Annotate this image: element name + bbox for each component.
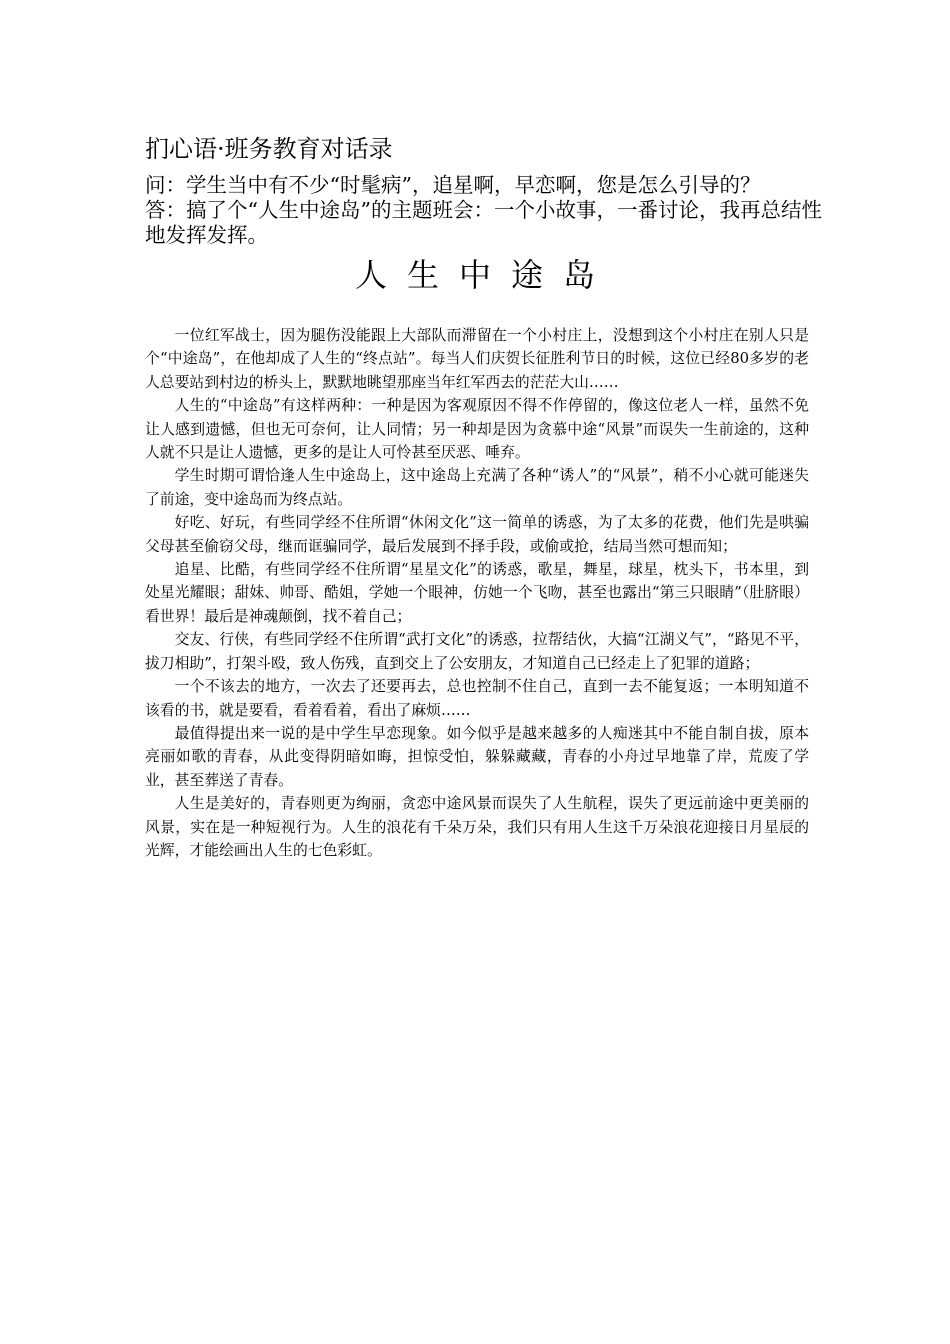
paragraph: 人生的“中途岛”有这样两种：一种是因为客观原因不得不作停留的，像这位老人一样，虽然不免让人感到遗憾，但也无可奈何，让人同情；另一种却是因为贪慕中途“风景”而误失一生前途的，这种人就不只是让人遗憾，更多的是让人可怜甚至厌恶、唾弃。 <box>145 397 809 462</box>
article-title: 人生中途岛 <box>354 256 615 294</box>
paragraph: 学生时期可谓恰逢人生中途岛上，这中途岛上充满了各种“诱人”的“风景”，稍不小心就可能迷失了前途，变中途岛而为终点站。 <box>145 467 809 508</box>
paragraph: 人生是美好的，青春则更为绚丽，贪恋中途风景而误失了人生航程，误失了更远前途中更美丽的风景，实在是一种短视行为。人生的浪花有千朵万朵，我们只有用人生这千万朵浪花迎接日月星辰的光辉，才能绘画出人生的七色彩虹。 <box>145 795 809 859</box>
paragraph: 好吃、好玩，有些同学经不住所谓“休闲文化”这一简单的诱惑，为了太多的花费，他们先是哄骗父母甚至偷窃父母，继而诓骗同学，最后发展到不择手段，或偷或抢，结局当然可想而知； <box>145 514 809 555</box>
paragraph: 交友、行侠，有些同学经不住所谓“武打文化”的诱惑，拉帮结伙，大搞“江湖义气”，“路见不平，拔刀相助”，打架斗殴，致人伤残，直到交上了公安朋友，才知道自己已经走上了犯罪的道路； <box>145 631 809 672</box>
column-title: 扪心语·班务教育对话录 <box>145 135 393 163</box>
paragraph: 最值得提出来一说的是中学生早恋现象。如今似乎是越来越多的人痴迷其中不能自制自拔，原本亮丽如歌的青春，从此变得阴暗如晦，担惊受怕，躲躲藏藏，青春的小舟过早地靠了岸，荒废了学业，甚至葬送了青春。 <box>145 724 809 789</box>
dialogue-header <box>145 133 825 248</box>
article-body <box>145 324 809 862</box>
question-text: 问：学生当中有不少“时髦病”，追星啊，早恋啊，您是怎么引导的？ <box>145 173 761 197</box>
paragraph: 一位红军战士，因为腿伤没能跟上大部队而滞留在一个小村庄上，没想到这个小村庄在别人只是个“中途岛”，在他却成了人生的“终点站”。每当人们庆贺长征胜利节日的时候，这位已经80多岁的老人总要站到村边的桥头上，默默地眺望那座当年红军西去的茫茫大山…… <box>145 327 809 391</box>
paragraph: 一个不该去的地方，一次去了还要再去，总也控制不住自己，直到一去不能复返；一本明知道不该看的书，就是要看，看着看着，看出了麻烦…… <box>145 678 809 719</box>
answer-text: 答：搞了个“人生中途岛”的主题班会：一个小故事，一番讨论，我再总结性地发挥发挥。 <box>145 198 822 247</box>
paragraph: 追星、比酷，有些同学经不住所谓“星星文化”的诱惑，歌星，舞星，球星，枕头下，书本里，到处星光耀眼；甜妹、帅哥、酷姐，学她一个眼神，仿她一个飞吻，甚至也露出“第三只眼睛”（肚脐眼）看世界！最后是神魂颠倒，找不着自己； <box>145 561 809 625</box>
